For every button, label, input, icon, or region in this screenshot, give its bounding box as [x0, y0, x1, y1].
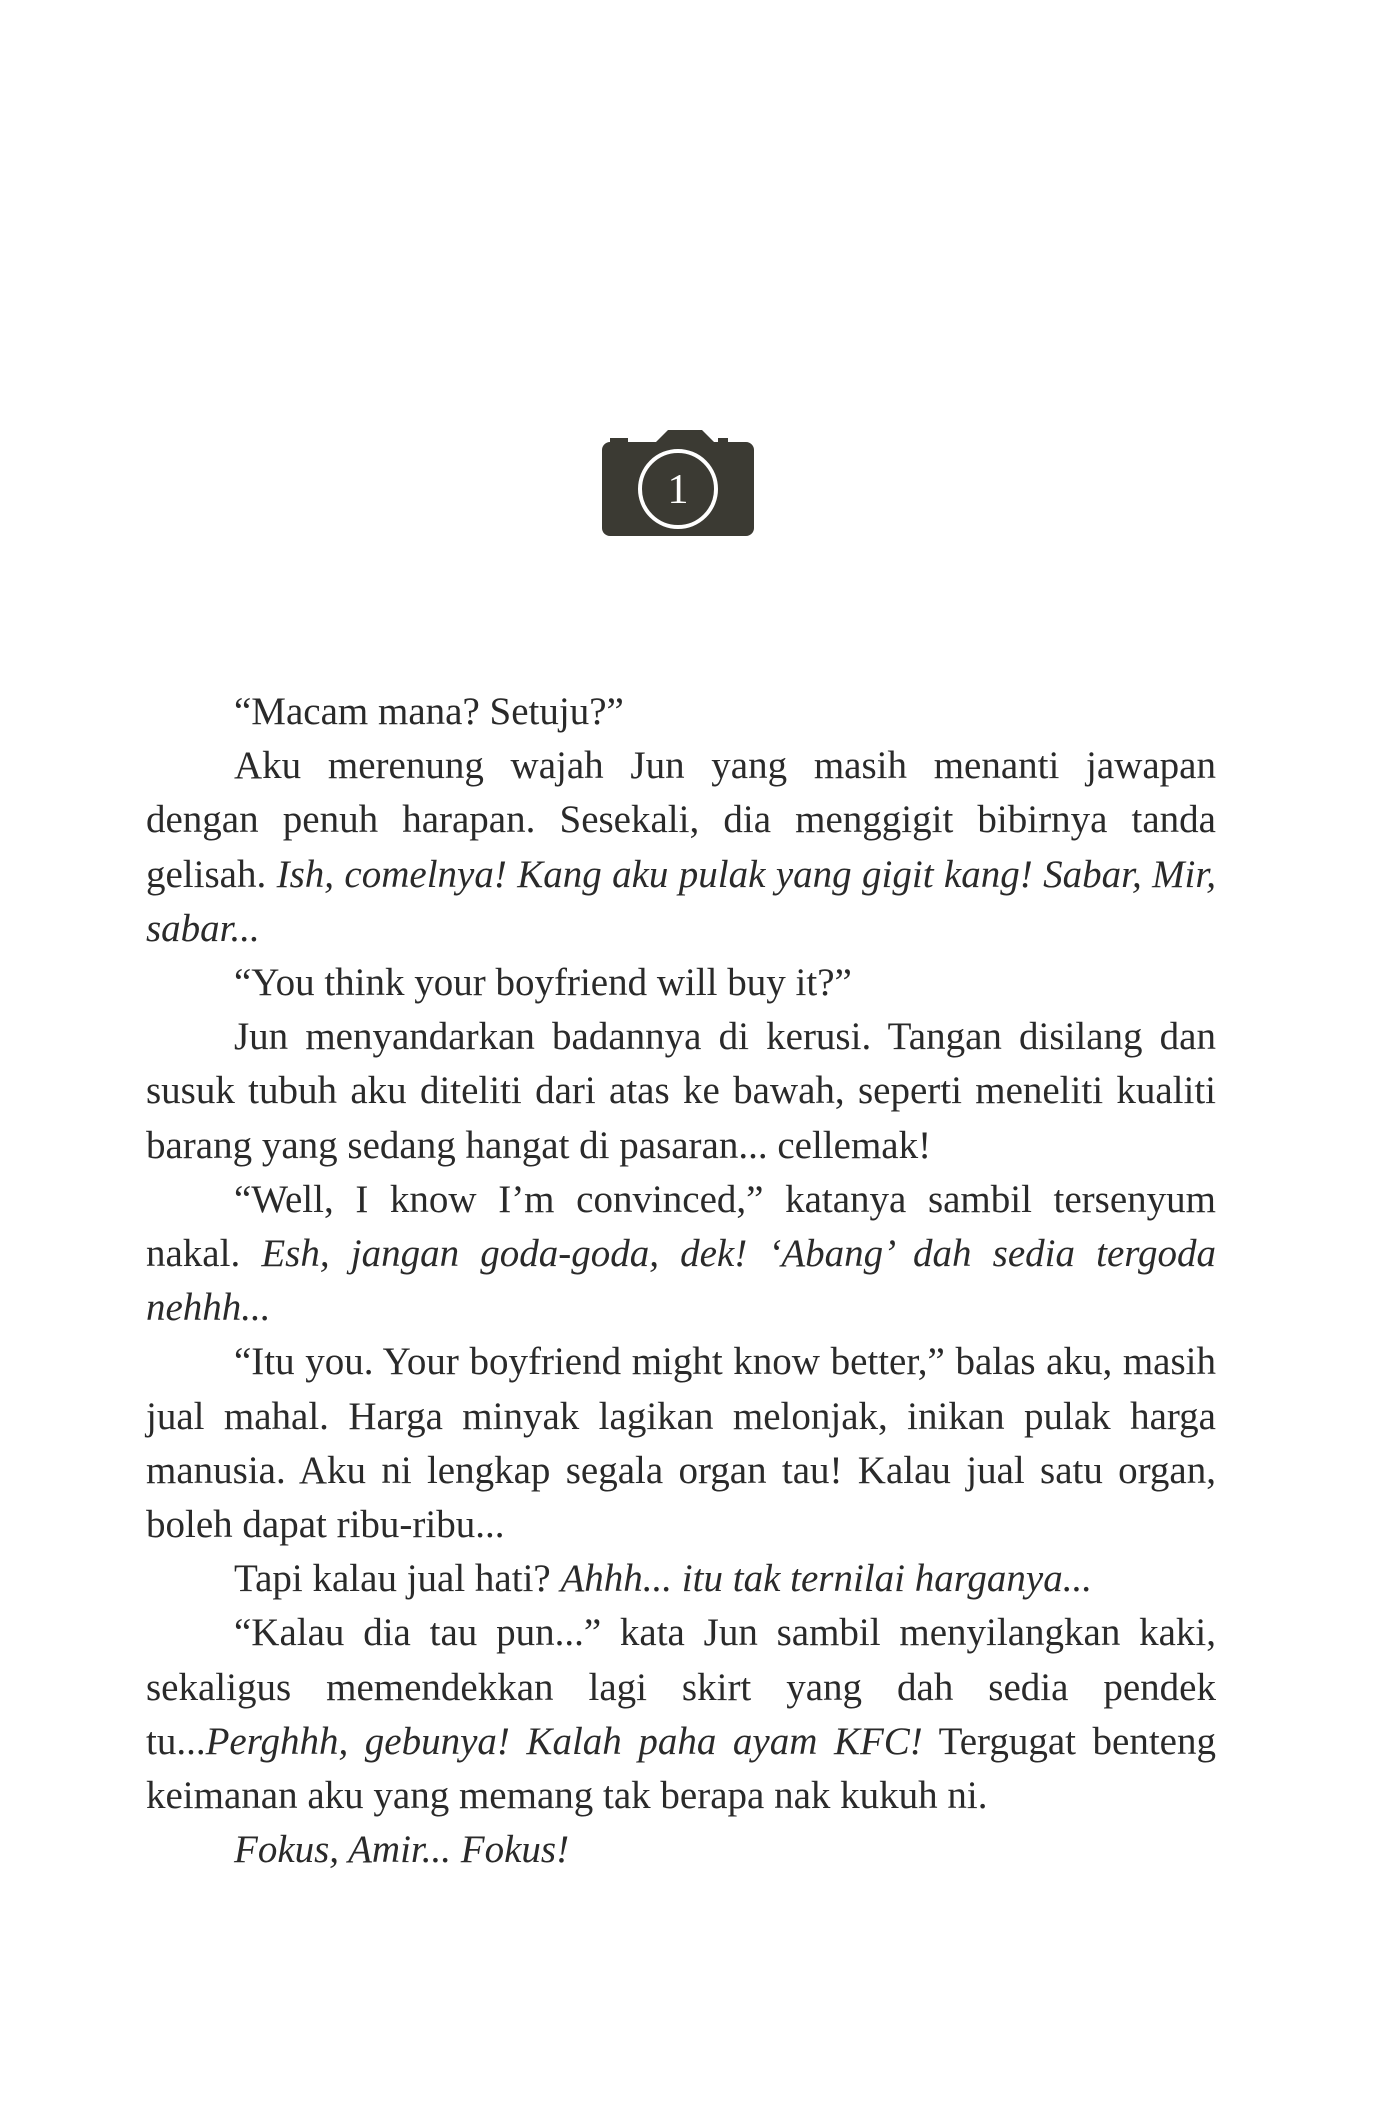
inner-thought-text: Esh, jangan goda-goda, dek! ‘Abang’ dah sedia tergoda nehhh...	[146, 1232, 1216, 1330]
paragraph-7	[146, 1552, 1216, 1606]
dialogue-text: “Kalau dia tau pun...” kata Jun sambil menyilangkan kaki, sekaligus memendekkan lagi skirt yang dah sedia pendek tu...	[146, 1611, 1216, 1763]
paragraph-1	[146, 685, 1216, 739]
inner-thought-text: Ahhh... itu tak ternilai harganya...	[560, 1557, 1092, 1601]
chapter-body	[146, 685, 1216, 1877]
dialogue-text: “Macam mana? Setuju?”	[234, 690, 624, 733]
paragraph-4	[146, 1010, 1216, 1173]
chapter-number: 1	[667, 467, 689, 513]
inner-thought-text: Ish, comelnya! Kang aku pulak yang gigit kang! Sabar, Mir, sabar...	[146, 852, 1217, 950]
paragraph-3	[146, 956, 1216, 1010]
dialogue-text: “Itu you. Your boyfriend might know better,” balas aku, masih jual mahal. Harga minyak lagikan melonjak, inikan pulak harga manusia. Aku ni lengkap segala organ tau! Kalau jual satu organ, boleh dapat ribu-ribu...	[146, 1340, 1216, 1547]
dialogue-text: “You think your boyfriend will buy it?”	[234, 961, 852, 1005]
paragraph-2	[146, 739, 1216, 956]
paragraph-5	[146, 1173, 1216, 1336]
narration-text: Tergugat benteng keimanan aku yang memang tak berapa nak kukuh ni.	[146, 1719, 1216, 1818]
paragraph-8	[146, 1606, 1216, 1823]
dialogue-text: “Well, I know I’m convinced,” katanya sambil tersenyum nakal.	[146, 1177, 1216, 1276]
narration-text: Aku merenung wajah Jun yang masih menanti jawapan dengan penuh harapan. Sesekali, dia menggigit bibirnya tanda gelisah.	[146, 744, 1216, 896]
inner-thought-text: Perghhh, gebunya! Kalah paha ayam KFC!	[205, 1719, 923, 1763]
narration-text: Jun menyandarkan badannya di kerusi. Tangan disilang dan susuk tubuh aku diteliti dari atas ke bawah, seperti meneliti kualiti barang yang sedang hangat di pasaran... cellemak!	[146, 1015, 1216, 1167]
paragraph-9	[146, 1823, 1216, 1877]
inner-thought-text: Fokus, Amir... Fokus!	[234, 1828, 570, 1872]
paragraph-6	[146, 1335, 1216, 1552]
narration-text: Tapi kalau jual hati?	[234, 1557, 561, 1601]
